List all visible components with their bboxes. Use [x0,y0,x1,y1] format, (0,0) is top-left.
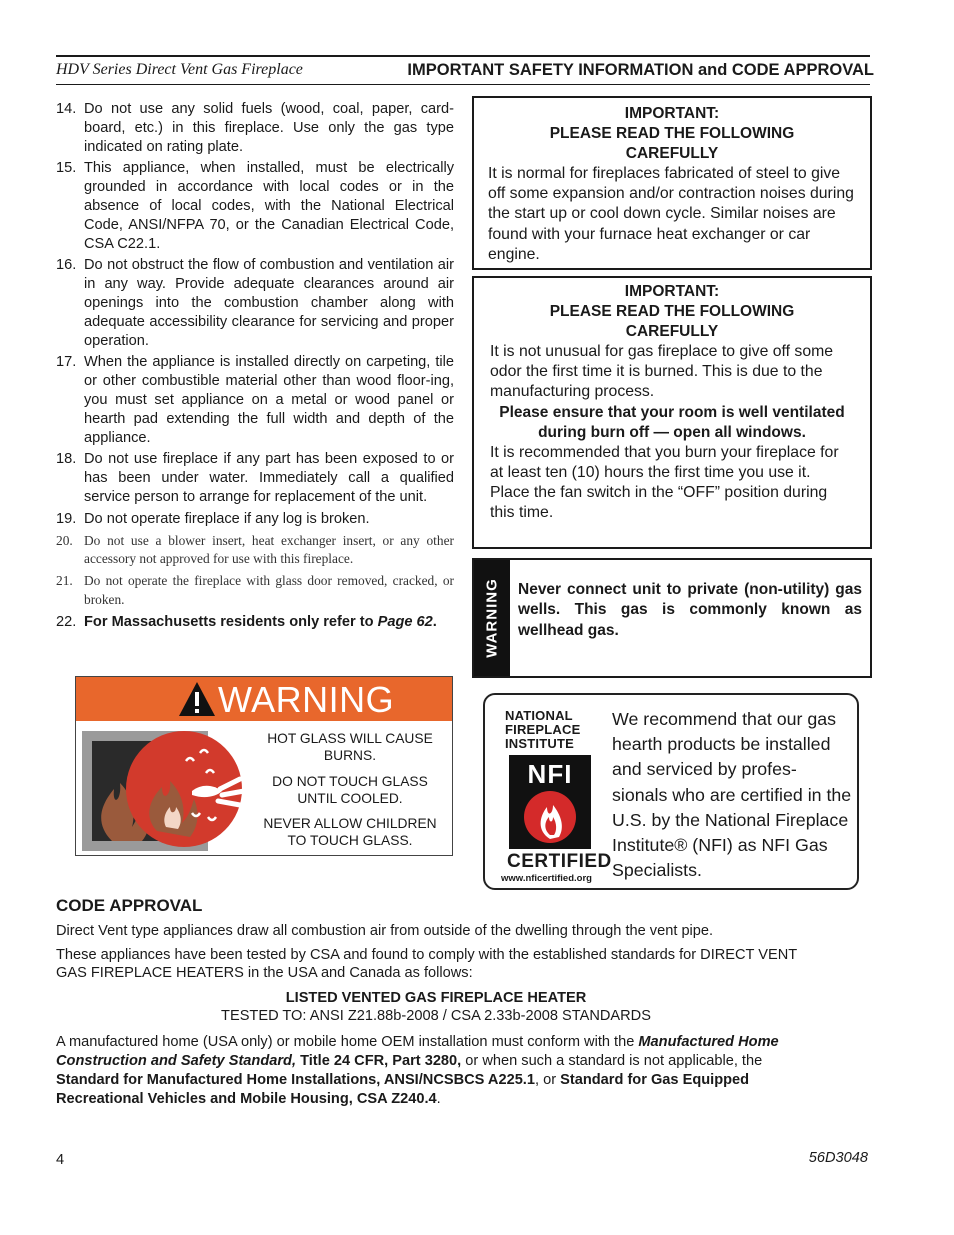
list-item-massachusetts: 22. For Massachusetts residents only refer to Page 62. [56,613,437,630]
tested-standards: TESTED TO: ANSI Z21.88b-2008 / CSA 2.33b-2008 STANDARDS [221,1008,651,1024]
important-heading: IMPORTANT: PLEASE READ THE FOLLOWING CAREFULLY [549,283,795,340]
important-box-odor [472,276,872,549]
warning-side-label: WARNING [474,560,510,676]
list-item: 19. Do not operate fireplace if any log is broken. [56,510,370,527]
nfi-certified-label: CERTIFIED [507,851,612,872]
list-item: 16. Do not obstruct the flow of combustion and ventilation air in any way. Provide adequate clearances around air openings into the combustion chamber along with adequate accessibility clearance for servicing and proper operation. [56,257,454,349]
manufactured-home-paragraph: A manufactured home (USA only) or mobile home OEM installation must conform with the Manufactured Home Construction and Safety Standard, Title 24 CFR, Part 3280, or when such a standard is not applicable, the Standard for Manufactured Home Installations, ANSI/NCSBCS A225.1, or Standard for Gas Equipped Recreational Vehicles and Mobile Housing, CSA Z240.4. [56,1034,779,1107]
page-reference[interactable]: Page 62 [377,613,433,630]
safety-list [56,100,454,635]
list-item: 21. Do not operate the fireplace with glass door removed, cracked, or broken. [56,573,454,607]
list-item: 14. Do not use any solid fuels (wood, coal, paper, card-board, etc.) in this fireplace. Use only the gas type indicated on rating plate. [56,101,454,155]
code-paragraph: These appliances have been tested by CSA and found to comply with the established standards for DIRECT VENT GAS FIREPLACE HEATERS in the USA and Canada as follows: [56,947,797,981]
hand-burn-icon [82,731,247,851]
document-number: 56D3048 [808,1150,868,1166]
section-title: IMPORTANT SAFETY INFORMATION and CODE APPROVAL [407,61,874,79]
nfi-url[interactable]: www.nficertified.org [501,873,592,884]
hot-glass-warning-label [75,676,453,856]
warning-text: Never connect unit to private (non-utility) gas wells. This gas is commonly known as wellhead gas. [518,581,862,639]
flame-icon [509,785,591,845]
warning-line: NEVER ALLOW CHILDREN TO TOUCH GLASS. [263,816,437,848]
page-number: 4 [56,1152,65,1168]
warning-line: HOT GLASS WILL CAUSE BURNS. [267,731,433,763]
nfi-recommendation: We recommend that our gas hearth products be installed and serviced by profes-sionals who are certified in the U.S. by the National Fireplace Institute® (NFI) as NFI Gas Specialists. [612,709,852,881]
warning-line: DO NOT TOUCH GLASS UNTIL COOLED. [272,774,428,806]
important-box-noise [472,96,872,270]
ventilation-notice: Please ensure that your room is well ventilated during burn off — open all windows. [499,403,845,441]
warning-banner-title: WARNING [218,679,395,720]
series-title: HDV Series Direct Vent Gas Fireplace [56,61,303,78]
list-item: 20. Do not use a blower insert, heat exchanger insert, or any other accessory not approved for use with this fireplace. [56,532,454,567]
list-item: 17. When the appliance is installed directly on carpeting, tile or other combustible material other than wood floor-ing, you must set appliance on a metal or wood panel or hearth pad extending the full width and depth of the appliance. [56,354,454,446]
code-approval-title: CODE APPROVAL [56,896,203,915]
header-rule [56,55,870,57]
warning-banner [76,677,452,721]
listed-heading: LISTED VENTED GAS FIREPLACE HEATER [285,990,587,1006]
warning-triangle-icon [178,681,216,717]
important-body: It is normal for fireplaces fabricated of steel to give off some expansion and/or contraction noises during the start up or cool down cycle. Similar noises are found with your furnace heat exchanger or car engine. [488,165,854,263]
nfi-brand-name: NATIONAL FIREPLACE INSTITUTE [505,708,581,751]
important-body: It is not unusual for gas fireplace to give off some odor the first time it is burned. This is due to the manufacturing process. [490,343,834,401]
wellhead-gas-warning [472,558,872,678]
code-paragraph: Direct Vent type appliances draw all combustion air from outside of the dwelling through the vent pipe. [56,923,714,939]
important-heading: IMPORTANT: PLEASE READ THE FOLLOWING CAREFULLY [549,105,795,162]
nfi-logo: NFI [509,755,591,849]
list-item: 18. Do not use fireplace if any part has been exposed to or has been under water. Immediately call a qualified service person to arrange for replacement of the unit. [56,451,454,505]
list-item: 15. This appliance, when installed, must be electrically grounded in accordance with local codes or in the absence of local codes, with the National Electrical Code, ANSI/NFPA 70, or the Canadian Electrical Code, CSA C22.1. [56,160,454,252]
nfi-certification-box [483,693,859,890]
header-rule-bottom [56,84,870,85]
burn-in-instructions: It is recommended that you burn your fireplace for at least ten (10) hours the first time you use it. Place the fan switch in the “OFF” position during this time. [490,443,839,522]
